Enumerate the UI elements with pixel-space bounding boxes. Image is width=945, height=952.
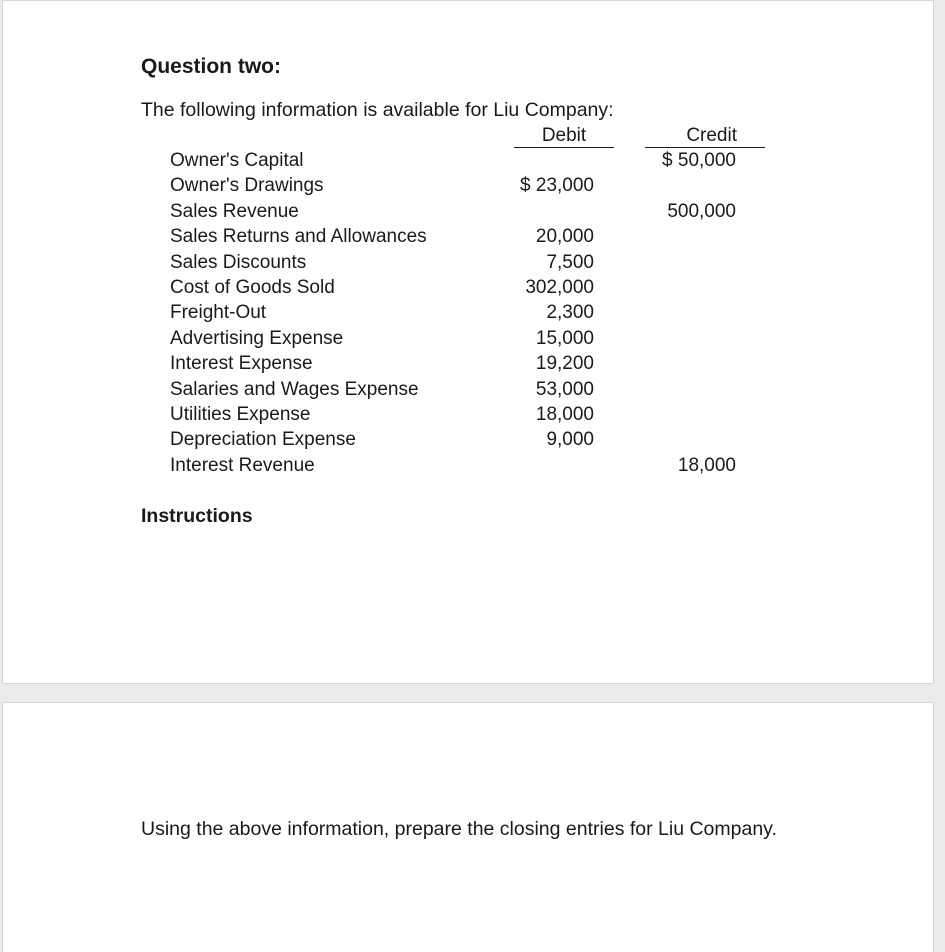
debit-amount: 19,200 <box>535 353 594 375</box>
account-name: Owner's Drawings <box>170 175 324 197</box>
debit-amount: 53,000 <box>535 378 594 400</box>
credit-column-header <box>645 125 765 148</box>
account-name: Cost of Goods Sold <box>170 276 335 298</box>
credit-amount: 18,000 <box>677 454 736 476</box>
account-list <box>170 148 770 478</box>
account-name: Freight-Out <box>170 302 267 324</box>
question-heading: Question two: <box>141 55 281 78</box>
account-row <box>170 300 770 325</box>
account-name: Salaries and Wages Expense <box>170 378 419 400</box>
account-row <box>170 173 770 198</box>
account-row <box>170 427 770 452</box>
debit-amount: 20,000 <box>535 226 594 248</box>
debit-amount: 15,000 <box>535 327 594 349</box>
instructions-label: Instructions <box>141 505 253 527</box>
account-name: Owner's Capital <box>170 150 304 171</box>
account-row <box>170 326 770 351</box>
account-row <box>170 250 770 275</box>
account-row <box>170 275 770 300</box>
account-row <box>170 377 770 402</box>
account-row <box>170 148 770 173</box>
account-name: Sales Discounts <box>170 251 307 273</box>
account-row <box>170 224 770 249</box>
account-row <box>170 199 770 224</box>
account-name: Depreciation Expense <box>170 429 356 451</box>
credit-amount: 500,000 <box>667 200 736 222</box>
account-name: Interest Expense <box>170 353 313 375</box>
account-row <box>170 351 770 376</box>
account-name: Interest Revenue <box>170 454 315 476</box>
debit-amount: 7,500 <box>546 251 594 273</box>
account-row <box>170 402 770 427</box>
question-intro: The following information is available for Liu Company: <box>141 99 614 121</box>
account-name: Utilities Expense <box>170 403 311 425</box>
credit-column-header-label: Credit <box>686 125 737 146</box>
account-row <box>170 453 770 478</box>
debit-amount: 9,000 <box>546 429 594 451</box>
debit-amount: 302,000 <box>525 276 594 298</box>
account-name: Advertising Expense <box>170 327 344 349</box>
account-name: Sales Revenue <box>170 200 299 222</box>
instructions-text: Using the above information, prepare the closing entries for Liu Company. <box>141 818 777 840</box>
debit-amount: 2,300 <box>546 302 594 324</box>
debit-column-header: Debit <box>514 125 614 148</box>
debit-amount: 18,000 <box>535 403 594 425</box>
credit-amount: $ 50,000 <box>662 150 736 171</box>
debit-amount: $ 23,000 <box>520 175 594 197</box>
account-name: Sales Returns and Allowances <box>170 226 427 248</box>
